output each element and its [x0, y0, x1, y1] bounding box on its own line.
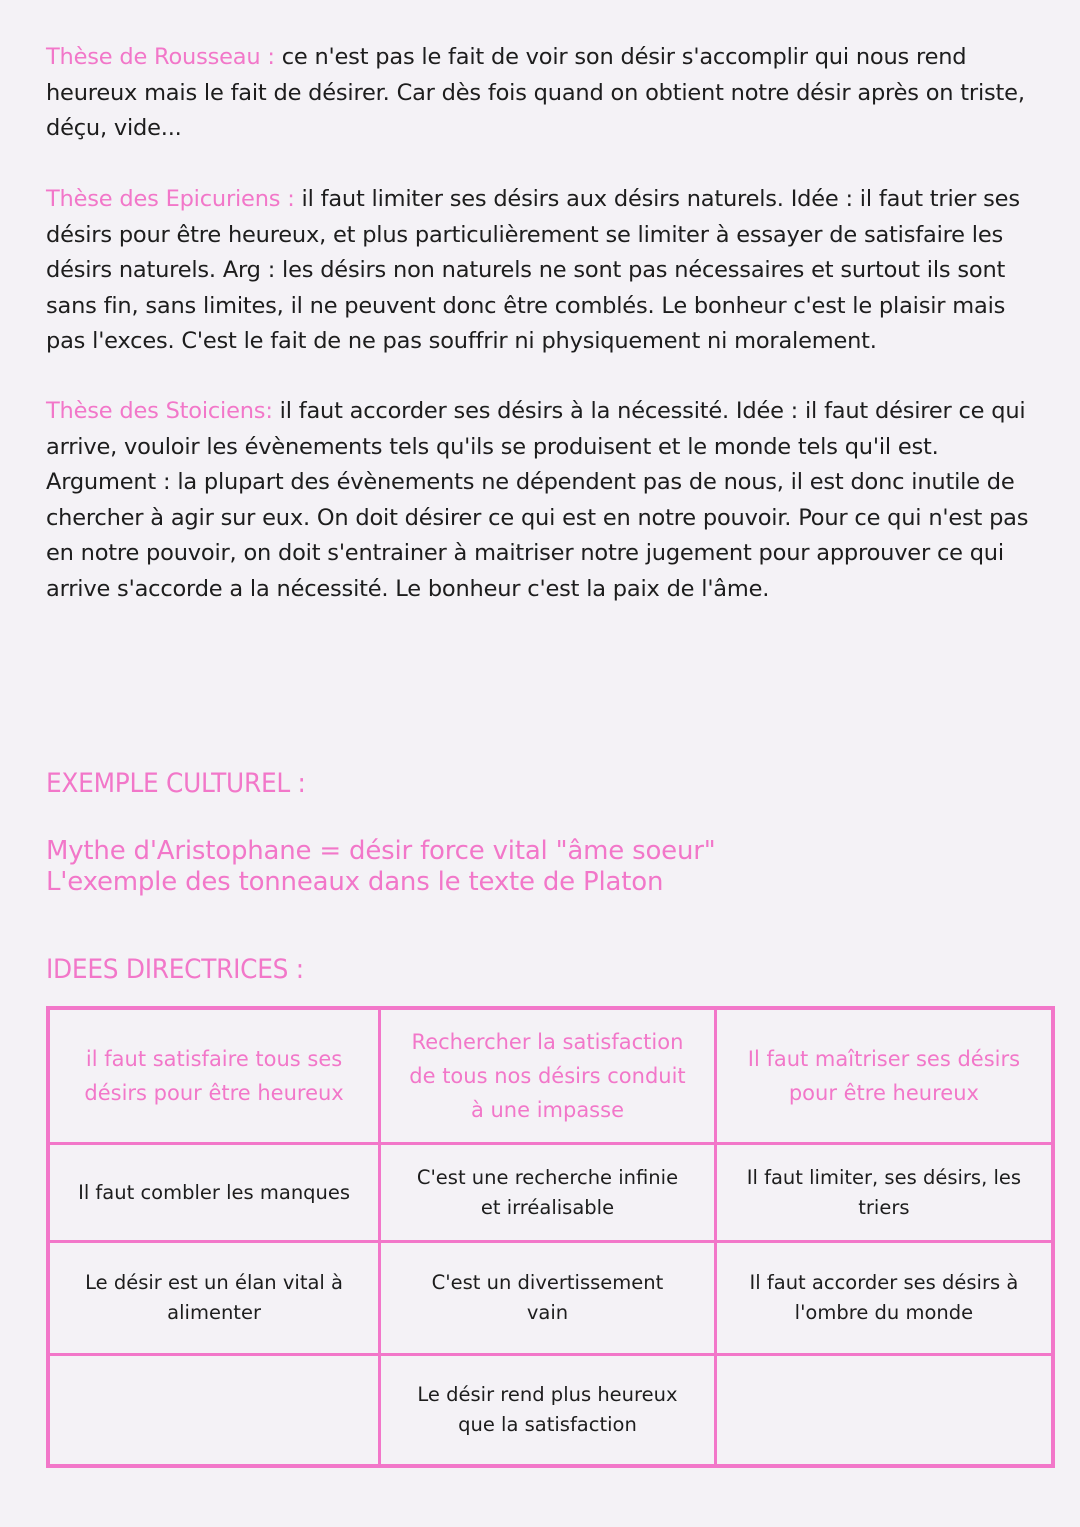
culture-examples [46, 836, 716, 898]
ideas-table-row [48, 1242, 1053, 1355]
thesis-epicuriens [46, 182, 1036, 360]
thesis-epicuriens-label: Thèse des Epicuriens : [46, 186, 295, 212]
thesis-rousseau-label: Thèse de Rousseau : [46, 44, 275, 70]
thesis-epicuriens-text: il faut limiter ses désirs aux désirs naturels. Idée : il faut trier ses désirs pour être heureux, et plus particulièrement se limiter à essayer de satisfaire les désirs naturels. Arg : les désirs non naturels ne sont pas nécessaires et surtout ils sont sans fin, sans limites, il ne peuvent donc être comblés. Le bonheur c'est le plaisir mais pas l'exces. C'est le fait de ne pas souffrir ni physiquement ni moralement. [46, 186, 1020, 354]
ideas-table-header-row [48, 1008, 1053, 1144]
ideas-cell: Le désir rend plus heureux que la satisfaction [380, 1355, 716, 1467]
ideas-header-cell: Il faut maîtriser ses désirs pour être heureux [715, 1008, 1053, 1144]
ideas-heading: IDEES DIRECTRICES : [46, 954, 304, 985]
thesis-rousseau-text: ce n'est pas le fait de voir son désir s'accomplir qui nous rend heureux mais le fait de désirer. Car dès fois quand on obtient notre désir après on triste, déçu, vide... [46, 44, 1025, 141]
ideas-table [46, 1006, 1055, 1468]
culture-heading: EXEMPLE CULTUREL : [46, 768, 306, 799]
ideas-cell: Il faut combler les manques [48, 1144, 380, 1242]
ideas-header-cell: il faut satisfaire tous ses désirs pour être heureux [48, 1008, 380, 1144]
thesis-rousseau [46, 40, 1036, 147]
ideas-cell: Le désir est un élan vital à alimenter [48, 1242, 380, 1355]
ideas-cell: C'est un divertissement vain [380, 1242, 716, 1355]
ideas-cell: Il faut limiter, ses désirs, les triers [715, 1144, 1053, 1242]
thesis-stoiciens-label: Thèse des Stoiciens: [46, 398, 273, 424]
ideas-cell: Il faut accorder ses désirs à l'ombre du monde [715, 1242, 1053, 1355]
ideas-table-row [48, 1144, 1053, 1242]
thesis-stoiciens-text: il faut accorder ses désirs à la nécessité. Idée : il faut désirer ce qui arrive, vouloir les évènements tels qu'ils se produisent et le monde tels qu'il est. Argument : la plupart des évènements ne dépendent pas de nous, il est donc inutile de chercher à agir sur eux. On doit désirer ce qui est en notre pouvoir. Pour ce qui n'est pas en notre pouvoir, on doit s'entrainer à maitriser notre jugement pour approuver ce qui arrive s'accorde a la nécessité. Le bonheur c'est la paix de l'âme. [46, 398, 1029, 602]
culture-example-platon: L'exemple des tonneaux dans le texte de Platon [46, 867, 664, 897]
ideas-table-row [48, 1355, 1053, 1467]
ideas-header-cell: Rechercher la satisfaction de tous nos désirs conduit à une impasse [380, 1008, 716, 1144]
thesis-stoiciens [46, 394, 1036, 607]
ideas-cell: C'est une recherche infinie et irréalisable [380, 1144, 716, 1242]
culture-example-aristophane: Mythe d'Aristophane = désir force vital "âme soeur" [46, 836, 716, 866]
ideas-cell-empty [48, 1355, 380, 1467]
ideas-cell-empty [715, 1355, 1053, 1467]
